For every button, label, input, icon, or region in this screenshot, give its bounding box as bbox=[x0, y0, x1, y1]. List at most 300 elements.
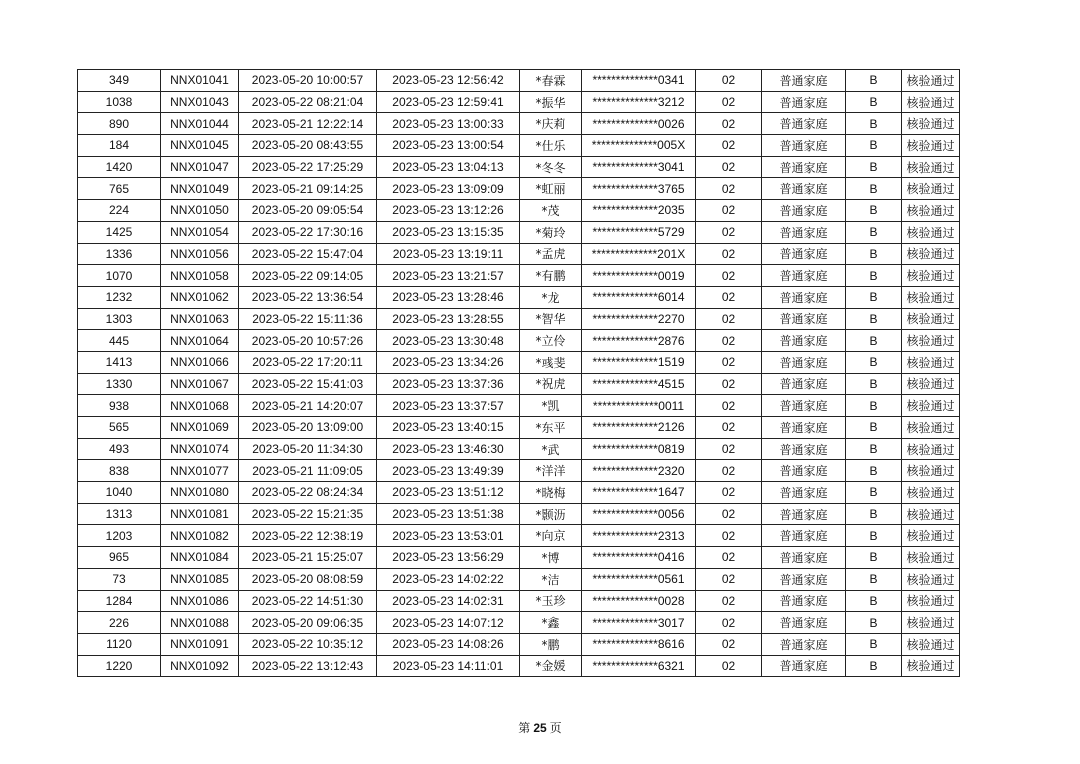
category-code-cell: 02 bbox=[696, 525, 762, 547]
queue-no-cell: 1040 bbox=[78, 482, 161, 504]
verify-time-cell: 2023-05-23 13:30:48 bbox=[377, 330, 520, 352]
verify-time-cell: 2023-05-23 14:08:26 bbox=[377, 633, 520, 655]
submit-time-cell: 2023-05-22 17:25:29 bbox=[239, 156, 377, 178]
table-row bbox=[78, 156, 960, 178]
verify-time-cell: 2023-05-23 13:04:13 bbox=[377, 156, 520, 178]
applicant-name-cell: *虹丽 bbox=[520, 178, 582, 200]
status-cell: 核验通过 bbox=[902, 156, 960, 178]
application-id-cell: NNX01067 bbox=[161, 373, 239, 395]
status-cell: 核验通过 bbox=[902, 351, 960, 373]
application-id-cell: NNX01064 bbox=[161, 330, 239, 352]
submit-time-cell: 2023-05-21 15:25:07 bbox=[239, 547, 377, 569]
queue-no-cell: 1038 bbox=[78, 91, 161, 113]
grade-cell: B bbox=[846, 460, 902, 482]
family-type-cell: 普通家庭 bbox=[762, 156, 846, 178]
category-code-cell: 02 bbox=[696, 590, 762, 612]
applicant-name-cell: *颢沥 bbox=[520, 503, 582, 525]
queue-no-cell: 445 bbox=[78, 330, 161, 352]
application-id-cell: NNX01047 bbox=[161, 156, 239, 178]
queue-no-cell: 73 bbox=[78, 568, 161, 590]
table-row bbox=[78, 482, 960, 504]
category-code-cell: 02 bbox=[696, 633, 762, 655]
verify-time-cell: 2023-05-23 13:51:38 bbox=[377, 503, 520, 525]
table-row bbox=[78, 70, 960, 92]
verify-time-cell: 2023-05-23 14:02:31 bbox=[377, 590, 520, 612]
id-number-cell: **************0026 bbox=[582, 113, 696, 135]
verify-time-cell: 2023-05-23 13:19:11 bbox=[377, 243, 520, 265]
id-number-cell: **************3765 bbox=[582, 178, 696, 200]
queue-no-cell: 838 bbox=[78, 460, 161, 482]
queue-no-cell: 184 bbox=[78, 135, 161, 157]
records-table-body bbox=[78, 70, 960, 677]
queue-no-cell: 1336 bbox=[78, 243, 161, 265]
queue-no-cell: 493 bbox=[78, 438, 161, 460]
category-code-cell: 02 bbox=[696, 308, 762, 330]
queue-no-cell: 938 bbox=[78, 395, 161, 417]
application-id-cell: NNX01058 bbox=[161, 265, 239, 287]
submit-time-cell: 2023-05-22 17:20:11 bbox=[239, 351, 377, 373]
applicant-name-cell: *向京 bbox=[520, 525, 582, 547]
family-type-cell: 普通家庭 bbox=[762, 178, 846, 200]
category-code-cell: 02 bbox=[696, 612, 762, 634]
id-number-cell: **************2270 bbox=[582, 308, 696, 330]
family-type-cell: 普通家庭 bbox=[762, 547, 846, 569]
verify-time-cell: 2023-05-23 13:00:54 bbox=[377, 135, 520, 157]
verify-time-cell: 2023-05-23 12:59:41 bbox=[377, 91, 520, 113]
application-id-cell: NNX01091 bbox=[161, 633, 239, 655]
applicant-name-cell: *鑫 bbox=[520, 612, 582, 634]
applicant-name-cell: *祝虎 bbox=[520, 373, 582, 395]
applicant-name-cell: *洋洋 bbox=[520, 460, 582, 482]
submit-time-cell: 2023-05-20 09:05:54 bbox=[239, 200, 377, 222]
status-cell: 核验通过 bbox=[902, 91, 960, 113]
status-cell: 核验通过 bbox=[902, 612, 960, 634]
status-cell: 核验通过 bbox=[902, 395, 960, 417]
application-id-cell: NNX01085 bbox=[161, 568, 239, 590]
application-id-cell: NNX01084 bbox=[161, 547, 239, 569]
table-row bbox=[78, 590, 960, 612]
table-row bbox=[78, 243, 960, 265]
category-code-cell: 02 bbox=[696, 373, 762, 395]
queue-no-cell: 1330 bbox=[78, 373, 161, 395]
category-code-cell: 02 bbox=[696, 568, 762, 590]
status-cell: 核验通过 bbox=[902, 70, 960, 92]
status-cell: 核验通过 bbox=[902, 286, 960, 308]
applicant-name-cell: *洁 bbox=[520, 568, 582, 590]
queue-no-cell: 890 bbox=[78, 113, 161, 135]
status-cell: 核验通过 bbox=[902, 330, 960, 352]
status-cell: 核验通过 bbox=[902, 525, 960, 547]
applicant-name-cell: *庆莉 bbox=[520, 113, 582, 135]
submit-time-cell: 2023-05-20 10:57:26 bbox=[239, 330, 377, 352]
submit-time-cell: 2023-05-22 08:21:04 bbox=[239, 91, 377, 113]
applicant-name-cell: *凯 bbox=[520, 395, 582, 417]
queue-no-cell: 1420 bbox=[78, 156, 161, 178]
category-code-cell: 02 bbox=[696, 70, 762, 92]
id-number-cell: **************2035 bbox=[582, 200, 696, 222]
page-footer bbox=[0, 719, 1080, 736]
family-type-cell: 普通家庭 bbox=[762, 70, 846, 92]
verify-time-cell: 2023-05-23 13:56:29 bbox=[377, 547, 520, 569]
grade-cell: B bbox=[846, 156, 902, 178]
application-id-cell: NNX01086 bbox=[161, 590, 239, 612]
family-type-cell: 普通家庭 bbox=[762, 135, 846, 157]
application-id-cell: NNX01066 bbox=[161, 351, 239, 373]
status-cell: 核验通过 bbox=[902, 438, 960, 460]
status-cell: 核验通过 bbox=[902, 221, 960, 243]
verify-time-cell: 2023-05-23 13:46:30 bbox=[377, 438, 520, 460]
verify-time-cell: 2023-05-23 13:12:26 bbox=[377, 200, 520, 222]
id-number-cell: **************3017 bbox=[582, 612, 696, 634]
category-code-cell: 02 bbox=[696, 395, 762, 417]
queue-no-cell: 226 bbox=[78, 612, 161, 634]
application-id-cell: NNX01063 bbox=[161, 308, 239, 330]
category-code-cell: 02 bbox=[696, 156, 762, 178]
status-cell: 核验通过 bbox=[902, 135, 960, 157]
category-code-cell: 02 bbox=[696, 351, 762, 373]
queue-no-cell: 1313 bbox=[78, 503, 161, 525]
category-code-cell: 02 bbox=[696, 417, 762, 439]
submit-time-cell: 2023-05-21 12:22:14 bbox=[239, 113, 377, 135]
id-number-cell: **************201X bbox=[582, 243, 696, 265]
submit-time-cell: 2023-05-22 13:12:43 bbox=[239, 655, 377, 677]
queue-no-cell: 1220 bbox=[78, 655, 161, 677]
family-type-cell: 普通家庭 bbox=[762, 590, 846, 612]
status-cell: 核验通过 bbox=[902, 200, 960, 222]
verify-time-cell: 2023-05-23 13:28:55 bbox=[377, 308, 520, 330]
grade-cell: B bbox=[846, 178, 902, 200]
queue-no-cell: 224 bbox=[78, 200, 161, 222]
id-number-cell: **************6321 bbox=[582, 655, 696, 677]
verify-time-cell: 2023-05-23 14:07:12 bbox=[377, 612, 520, 634]
applicant-name-cell: *菊玲 bbox=[520, 221, 582, 243]
category-code-cell: 02 bbox=[696, 221, 762, 243]
grade-cell: B bbox=[846, 655, 902, 677]
status-cell: 核验通过 bbox=[902, 547, 960, 569]
id-number-cell: **************0819 bbox=[582, 438, 696, 460]
submit-time-cell: 2023-05-21 11:09:05 bbox=[239, 460, 377, 482]
grade-cell: B bbox=[846, 308, 902, 330]
id-number-cell: **************0028 bbox=[582, 590, 696, 612]
table-row bbox=[78, 612, 960, 634]
category-code-cell: 02 bbox=[696, 460, 762, 482]
submit-time-cell: 2023-05-20 10:00:57 bbox=[239, 70, 377, 92]
family-type-cell: 普通家庭 bbox=[762, 568, 846, 590]
submit-time-cell: 2023-05-22 17:30:16 bbox=[239, 221, 377, 243]
status-cell: 核验通过 bbox=[902, 482, 960, 504]
application-id-cell: NNX01077 bbox=[161, 460, 239, 482]
family-type-cell: 普通家庭 bbox=[762, 113, 846, 135]
applicant-name-cell: *金媛 bbox=[520, 655, 582, 677]
category-code-cell: 02 bbox=[696, 243, 762, 265]
category-code-cell: 02 bbox=[696, 178, 762, 200]
table-row bbox=[78, 503, 960, 525]
family-type-cell: 普通家庭 bbox=[762, 286, 846, 308]
grade-cell: B bbox=[846, 243, 902, 265]
grade-cell: B bbox=[846, 373, 902, 395]
application-id-cell: NNX01041 bbox=[161, 70, 239, 92]
queue-no-cell: 1070 bbox=[78, 265, 161, 287]
family-type-cell: 普通家庭 bbox=[762, 221, 846, 243]
family-type-cell: 普通家庭 bbox=[762, 265, 846, 287]
application-id-cell: NNX01050 bbox=[161, 200, 239, 222]
id-number-cell: **************5729 bbox=[582, 221, 696, 243]
family-type-cell: 普通家庭 bbox=[762, 482, 846, 504]
id-number-cell: **************4515 bbox=[582, 373, 696, 395]
status-cell: 核验通过 bbox=[902, 308, 960, 330]
id-number-cell: **************0011 bbox=[582, 395, 696, 417]
category-code-cell: 02 bbox=[696, 330, 762, 352]
verify-time-cell: 2023-05-23 13:37:36 bbox=[377, 373, 520, 395]
id-number-cell: **************2876 bbox=[582, 330, 696, 352]
submit-time-cell: 2023-05-22 10:35:12 bbox=[239, 633, 377, 655]
category-code-cell: 02 bbox=[696, 265, 762, 287]
submit-time-cell: 2023-05-22 15:11:36 bbox=[239, 308, 377, 330]
applicant-name-cell: *龙 bbox=[520, 286, 582, 308]
status-cell: 核验通过 bbox=[902, 178, 960, 200]
table-row bbox=[78, 178, 960, 200]
applicant-name-cell: *春霖 bbox=[520, 70, 582, 92]
application-id-cell: NNX01074 bbox=[161, 438, 239, 460]
status-cell: 核验通过 bbox=[902, 460, 960, 482]
application-id-cell: NNX01068 bbox=[161, 395, 239, 417]
table-row bbox=[78, 633, 960, 655]
submit-time-cell: 2023-05-20 08:08:59 bbox=[239, 568, 377, 590]
applicant-name-cell: *鹏 bbox=[520, 633, 582, 655]
applicant-name-cell: *智华 bbox=[520, 308, 582, 330]
queue-no-cell: 1120 bbox=[78, 633, 161, 655]
grade-cell: B bbox=[846, 135, 902, 157]
grade-cell: B bbox=[846, 612, 902, 634]
family-type-cell: 普通家庭 bbox=[762, 503, 846, 525]
application-id-cell: NNX01080 bbox=[161, 482, 239, 504]
application-id-cell: NNX01088 bbox=[161, 612, 239, 634]
verify-time-cell: 2023-05-23 13:00:33 bbox=[377, 113, 520, 135]
table-row bbox=[78, 221, 960, 243]
application-id-cell: NNX01062 bbox=[161, 286, 239, 308]
status-cell: 核验通过 bbox=[902, 503, 960, 525]
verify-time-cell: 2023-05-23 13:40:15 bbox=[377, 417, 520, 439]
family-type-cell: 普通家庭 bbox=[762, 417, 846, 439]
family-type-cell: 普通家庭 bbox=[762, 243, 846, 265]
status-cell: 核验通过 bbox=[902, 655, 960, 677]
grade-cell: B bbox=[846, 503, 902, 525]
verify-time-cell: 2023-05-23 14:11:01 bbox=[377, 655, 520, 677]
table-row bbox=[78, 547, 960, 569]
submit-time-cell: 2023-05-21 14:20:07 bbox=[239, 395, 377, 417]
family-type-cell: 普通家庭 bbox=[762, 373, 846, 395]
grade-cell: B bbox=[846, 633, 902, 655]
verify-time-cell: 2023-05-23 13:15:35 bbox=[377, 221, 520, 243]
id-number-cell: **************0341 bbox=[582, 70, 696, 92]
table-row bbox=[78, 113, 960, 135]
grade-cell: B bbox=[846, 330, 902, 352]
submit-time-cell: 2023-05-22 12:38:19 bbox=[239, 525, 377, 547]
submit-time-cell: 2023-05-20 08:43:55 bbox=[239, 135, 377, 157]
applicant-name-cell: *仕乐 bbox=[520, 135, 582, 157]
queue-no-cell: 565 bbox=[78, 417, 161, 439]
applicant-name-cell: *冬冬 bbox=[520, 156, 582, 178]
id-number-cell: **************0019 bbox=[582, 265, 696, 287]
grade-cell: B bbox=[846, 265, 902, 287]
status-cell: 核验通过 bbox=[902, 633, 960, 655]
status-cell: 核验通过 bbox=[902, 417, 960, 439]
category-code-cell: 02 bbox=[696, 655, 762, 677]
verify-time-cell: 2023-05-23 13:09:09 bbox=[377, 178, 520, 200]
table-row bbox=[78, 568, 960, 590]
records-table bbox=[77, 69, 960, 677]
application-id-cell: NNX01081 bbox=[161, 503, 239, 525]
verify-time-cell: 2023-05-23 13:34:26 bbox=[377, 351, 520, 373]
category-code-cell: 02 bbox=[696, 438, 762, 460]
verify-time-cell: 2023-05-23 14:02:22 bbox=[377, 568, 520, 590]
table-row bbox=[78, 265, 960, 287]
application-id-cell: NNX01045 bbox=[161, 135, 239, 157]
submit-time-cell: 2023-05-20 11:34:30 bbox=[239, 438, 377, 460]
grade-cell: B bbox=[846, 200, 902, 222]
application-id-cell: NNX01054 bbox=[161, 221, 239, 243]
table-row bbox=[78, 460, 960, 482]
table-row bbox=[78, 351, 960, 373]
grade-cell: B bbox=[846, 70, 902, 92]
applicant-name-cell: *玉珍 bbox=[520, 590, 582, 612]
table-row bbox=[78, 308, 960, 330]
applicant-name-cell: *武 bbox=[520, 438, 582, 460]
id-number-cell: **************1647 bbox=[582, 482, 696, 504]
queue-no-cell: 1203 bbox=[78, 525, 161, 547]
page-label-prefix: 第 bbox=[518, 721, 531, 735]
page-number: 25 bbox=[533, 721, 547, 735]
queue-no-cell: 1413 bbox=[78, 351, 161, 373]
grade-cell: B bbox=[846, 351, 902, 373]
applicant-name-cell: *博 bbox=[520, 547, 582, 569]
category-code-cell: 02 bbox=[696, 547, 762, 569]
applicant-name-cell: *孟虎 bbox=[520, 243, 582, 265]
status-cell: 核验通过 bbox=[902, 590, 960, 612]
family-type-cell: 普通家庭 bbox=[762, 200, 846, 222]
submit-time-cell: 2023-05-22 15:41:03 bbox=[239, 373, 377, 395]
table-row bbox=[78, 330, 960, 352]
id-number-cell: **************005X bbox=[582, 135, 696, 157]
family-type-cell: 普通家庭 bbox=[762, 612, 846, 634]
application-id-cell: NNX01049 bbox=[161, 178, 239, 200]
queue-no-cell: 1425 bbox=[78, 221, 161, 243]
id-number-cell: **************3212 bbox=[582, 91, 696, 113]
applicant-name-cell: *晓梅 bbox=[520, 482, 582, 504]
grade-cell: B bbox=[846, 438, 902, 460]
applicant-name-cell: *东平 bbox=[520, 417, 582, 439]
grade-cell: B bbox=[846, 91, 902, 113]
submit-time-cell: 2023-05-22 14:51:30 bbox=[239, 590, 377, 612]
submit-time-cell: 2023-05-20 09:06:35 bbox=[239, 612, 377, 634]
id-number-cell: **************2313 bbox=[582, 525, 696, 547]
application-id-cell: NNX01043 bbox=[161, 91, 239, 113]
family-type-cell: 普通家庭 bbox=[762, 438, 846, 460]
page-label-suffix: 页 bbox=[549, 721, 562, 735]
application-id-cell: NNX01082 bbox=[161, 525, 239, 547]
submit-time-cell: 2023-05-22 13:36:54 bbox=[239, 286, 377, 308]
category-code-cell: 02 bbox=[696, 135, 762, 157]
status-cell: 核验通过 bbox=[902, 568, 960, 590]
grade-cell: B bbox=[846, 286, 902, 308]
submit-time-cell: 2023-05-22 08:24:34 bbox=[239, 482, 377, 504]
table-row bbox=[78, 525, 960, 547]
family-type-cell: 普通家庭 bbox=[762, 525, 846, 547]
grade-cell: B bbox=[846, 547, 902, 569]
status-cell: 核验通过 bbox=[902, 373, 960, 395]
category-code-cell: 02 bbox=[696, 91, 762, 113]
queue-no-cell: 965 bbox=[78, 547, 161, 569]
verify-time-cell: 2023-05-23 13:53:01 bbox=[377, 525, 520, 547]
applicant-name-cell: *茂 bbox=[520, 200, 582, 222]
table-row bbox=[78, 417, 960, 439]
family-type-cell: 普通家庭 bbox=[762, 330, 846, 352]
category-code-cell: 02 bbox=[696, 200, 762, 222]
family-type-cell: 普通家庭 bbox=[762, 633, 846, 655]
family-type-cell: 普通家庭 bbox=[762, 308, 846, 330]
verify-time-cell: 2023-05-23 13:28:46 bbox=[377, 286, 520, 308]
application-id-cell: NNX01069 bbox=[161, 417, 239, 439]
table-row bbox=[78, 91, 960, 113]
verify-time-cell: 2023-05-23 12:56:42 bbox=[377, 70, 520, 92]
family-type-cell: 普通家庭 bbox=[762, 91, 846, 113]
queue-no-cell: 1303 bbox=[78, 308, 161, 330]
grade-cell: B bbox=[846, 482, 902, 504]
verify-time-cell: 2023-05-23 13:21:57 bbox=[377, 265, 520, 287]
submit-time-cell: 2023-05-21 09:14:25 bbox=[239, 178, 377, 200]
grade-cell: B bbox=[846, 113, 902, 135]
submit-time-cell: 2023-05-20 13:09:00 bbox=[239, 417, 377, 439]
category-code-cell: 02 bbox=[696, 503, 762, 525]
application-id-cell: NNX01044 bbox=[161, 113, 239, 135]
id-number-cell: **************3041 bbox=[582, 156, 696, 178]
grade-cell: B bbox=[846, 221, 902, 243]
id-number-cell: **************6014 bbox=[582, 286, 696, 308]
submit-time-cell: 2023-05-22 15:47:04 bbox=[239, 243, 377, 265]
family-type-cell: 普通家庭 bbox=[762, 351, 846, 373]
table-row bbox=[78, 655, 960, 677]
submit-time-cell: 2023-05-22 09:14:05 bbox=[239, 265, 377, 287]
grade-cell: B bbox=[846, 395, 902, 417]
table-row bbox=[78, 438, 960, 460]
id-number-cell: **************2126 bbox=[582, 417, 696, 439]
table-row bbox=[78, 286, 960, 308]
queue-no-cell: 349 bbox=[78, 70, 161, 92]
table-row bbox=[78, 395, 960, 417]
status-cell: 核验通过 bbox=[902, 243, 960, 265]
application-id-cell: NNX01056 bbox=[161, 243, 239, 265]
queue-no-cell: 1232 bbox=[78, 286, 161, 308]
table-row bbox=[78, 373, 960, 395]
queue-no-cell: 1284 bbox=[78, 590, 161, 612]
verify-time-cell: 2023-05-23 13:51:12 bbox=[377, 482, 520, 504]
status-cell: 核验通过 bbox=[902, 113, 960, 135]
verify-time-cell: 2023-05-23 13:49:39 bbox=[377, 460, 520, 482]
id-number-cell: **************8616 bbox=[582, 633, 696, 655]
applicant-name-cell: *彧斐 bbox=[520, 351, 582, 373]
applicant-name-cell: *立伶 bbox=[520, 330, 582, 352]
table-row bbox=[78, 135, 960, 157]
id-number-cell: **************0561 bbox=[582, 568, 696, 590]
status-cell: 核验通过 bbox=[902, 265, 960, 287]
queue-no-cell: 765 bbox=[78, 178, 161, 200]
applicant-name-cell: *有鹏 bbox=[520, 265, 582, 287]
id-number-cell: **************0416 bbox=[582, 547, 696, 569]
table-row bbox=[78, 200, 960, 222]
grade-cell: B bbox=[846, 417, 902, 439]
id-number-cell: **************0056 bbox=[582, 503, 696, 525]
verify-time-cell: 2023-05-23 13:37:57 bbox=[377, 395, 520, 417]
